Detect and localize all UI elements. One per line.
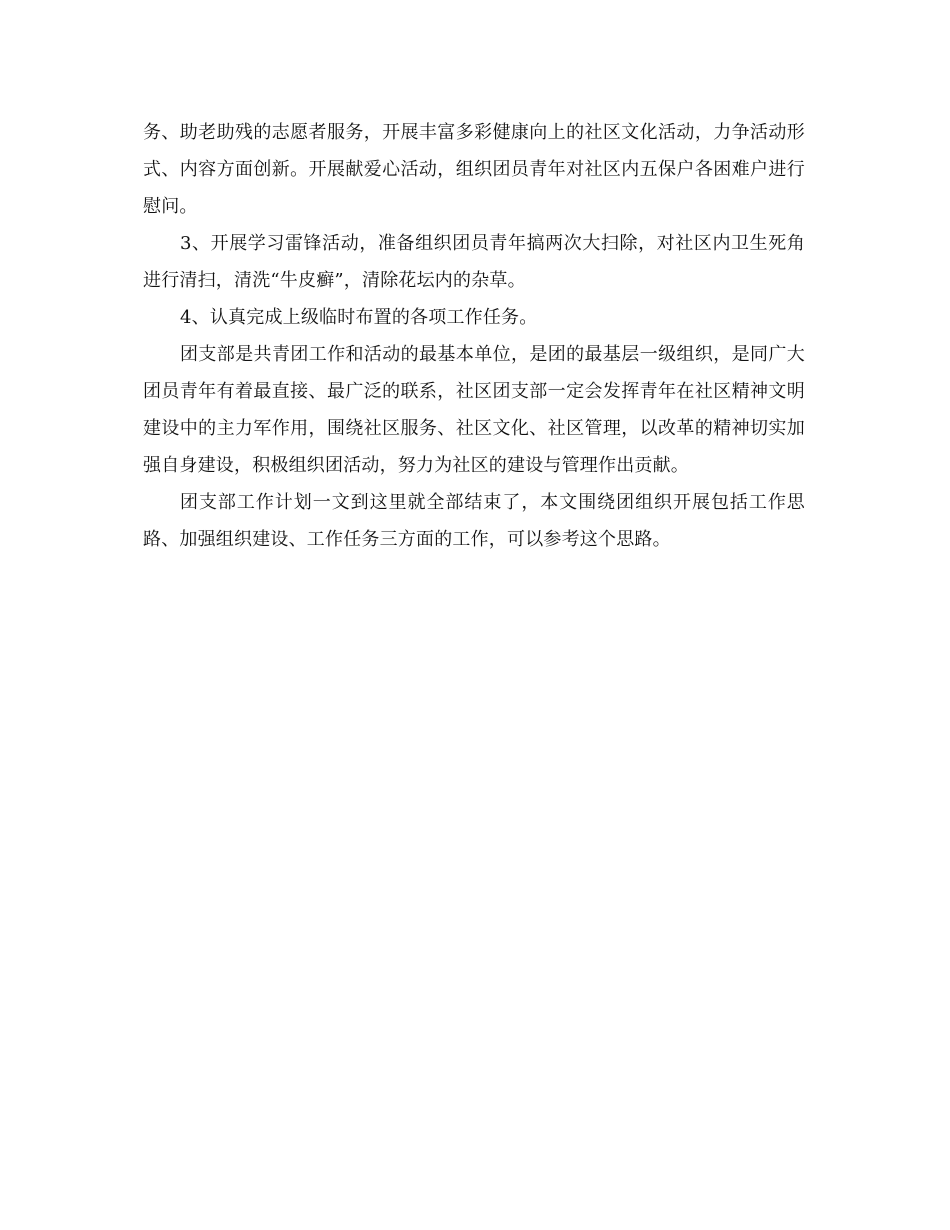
paragraph-summary: 团支部是共青团工作和活动的最基本单位，是团的最基层一级组织，是同广大团员青年有着最直接、最广泛的联系，社区团支部一定会发挥青年在社区精神文明建设中的主力军作用，围绕社区服务、社区文化、社区管理，以改革的精神切实加强自身建设，积极组织团活动，努力为社区的建设与管理作出贡献。 xyxy=(143,344,805,476)
paragraph-item-4: 4、认真完成上级临时布置的各项工作任务。 xyxy=(180,307,538,328)
document-body xyxy=(143,114,805,558)
paragraph-closing: 团支部工作计划一文到这里就全部结束了，本文围绕团组织开展包括工作思路、加强组织建设、工作任务三方面的工作，可以参考这个思路。 xyxy=(143,492,805,550)
paragraph-item-3: 3、开展学习雷锋活动，准备组织团员青年搞两次大扫除，对社区内卫生死角进行清扫，清洗“牛皮癣”，清除花坛内的杂草。 xyxy=(143,233,805,291)
paragraph-continuation: 务、助老助残的志愿者服务，开展丰富多彩健康向上的社区文化活动，力争活动形式、内容方面创新。开展献爱心活动，组织团员青年对社区内五保户各困难户进行慰问。 xyxy=(143,122,805,217)
